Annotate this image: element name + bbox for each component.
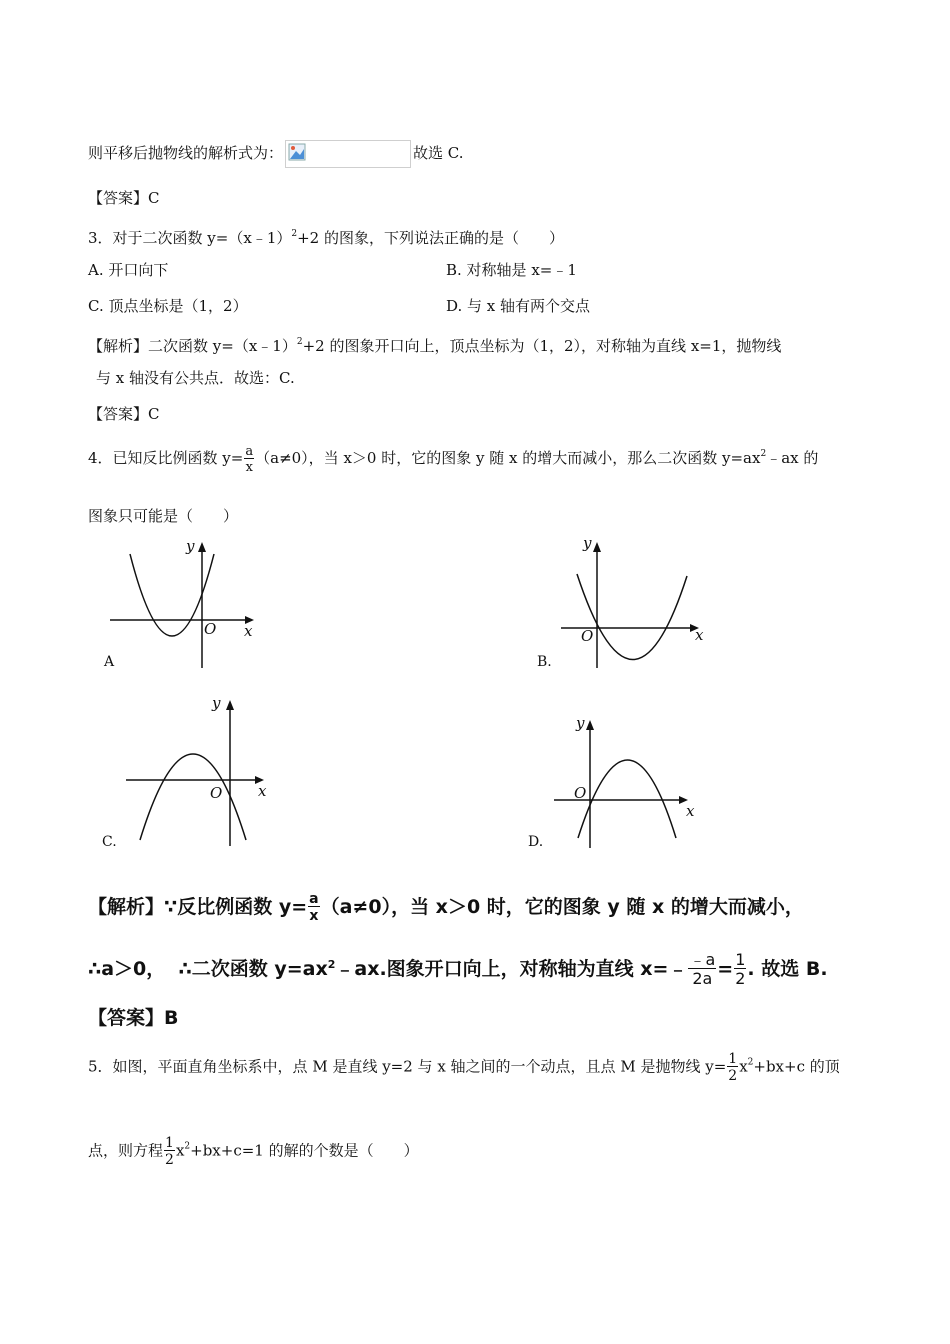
svg-text:O: O bbox=[210, 784, 223, 802]
q4-stem-line1: 4．已知反比例函数 y= $\frac{a}{x}$ （a≠0），当 x＞0 时，它的图象 y 随 x 的增大而减小，那么二次函数 $y=ax^2﹣ax$ 的 bbox=[88, 443, 819, 475]
q4-stem-line2: 图象只可能是（ ） bbox=[88, 507, 239, 525]
q3-option-a: A. 开口向下 bbox=[88, 261, 169, 279]
q4-analysis-line1: 【解析】∵反比例函数 y= $\frac{a}{x}$ （a≠0），当 x＞0 时，它的图象 y 随 x 的增大而减小， bbox=[88, 891, 804, 924]
q3-analysis-line1: 【解析】二次函数 y=（x﹣1）$^2$+2 的图象开口向上，顶点坐标为（1，2），对称轴为直线 x=1，抛物线 bbox=[88, 337, 782, 355]
q5-stem-line1: 5．如图，平面直角坐标系中，点 M 是直线 y=2 与 x 轴之间的一个动点，且点 M 是抛物线 y= $\frac{1}{2}$ $x^2+bx+c$ 的顶 bbox=[88, 1051, 840, 1084]
q4-answer: 【答案】B bbox=[88, 1007, 179, 1029]
q3-option-d: D. 与 x 轴有两个交点 bbox=[446, 297, 591, 315]
graph-a bbox=[100, 536, 270, 672]
broken-image-placeholder bbox=[285, 140, 411, 168]
svg-text:y: y bbox=[576, 714, 585, 732]
svg-text:O: O bbox=[581, 627, 594, 645]
q5-stem-line2: 点，则方程 $\frac{1}{2}$ $x^2+bx+c=1$ 的解的个数是（ ） bbox=[88, 1135, 419, 1168]
q3-option-b: B. 对称轴是 x=﹣1 bbox=[446, 261, 577, 279]
svg-text:x: x bbox=[686, 802, 695, 820]
svg-text:x: x bbox=[258, 782, 267, 800]
svg-text:y: y bbox=[583, 534, 592, 552]
svg-text:O: O bbox=[574, 784, 587, 802]
q3-stem: 3．对于二次函数 y=（x﹣1）$^2$+2 的图象，下列说法正确的是（ ） bbox=[88, 229, 564, 247]
q4-analysis-line2: ∴a＞0， ∴二次函数 $y=ax^2﹣ax$.图象开口向上，对称轴为直线 x=﹣ $\frac{﹣a}{2a}$ = $\frac{1}{2}$ . 故选 B. bbox=[88, 950, 828, 988]
svg-text:x: x bbox=[695, 626, 704, 644]
graph-d-label: D. bbox=[528, 834, 544, 850]
q3-answer: 【答案】C bbox=[88, 405, 160, 423]
graph-c bbox=[120, 690, 280, 850]
svg-text:x: x bbox=[244, 622, 253, 640]
svg-text:y: y bbox=[186, 537, 195, 555]
q3-analysis-line2: 与 x 轴没有公共点．故选：C. bbox=[96, 369, 295, 387]
graph-b bbox=[555, 534, 715, 674]
graph-b-label: B. bbox=[537, 654, 552, 670]
q2-conclusion-line: 则平移后抛物线的解析式为： 故选 C. bbox=[88, 140, 464, 168]
graph-d bbox=[548, 712, 708, 852]
graph-a-label: A bbox=[104, 654, 115, 670]
graph-c-label: C. bbox=[102, 834, 117, 850]
svg-text:y: y bbox=[212, 694, 221, 712]
broken-image-icon bbox=[288, 143, 306, 161]
svg-text:O: O bbox=[204, 620, 217, 638]
q3-option-c: C. 顶点坐标是（1，2） bbox=[88, 297, 248, 315]
q2-answer: 【答案】C bbox=[88, 189, 160, 207]
